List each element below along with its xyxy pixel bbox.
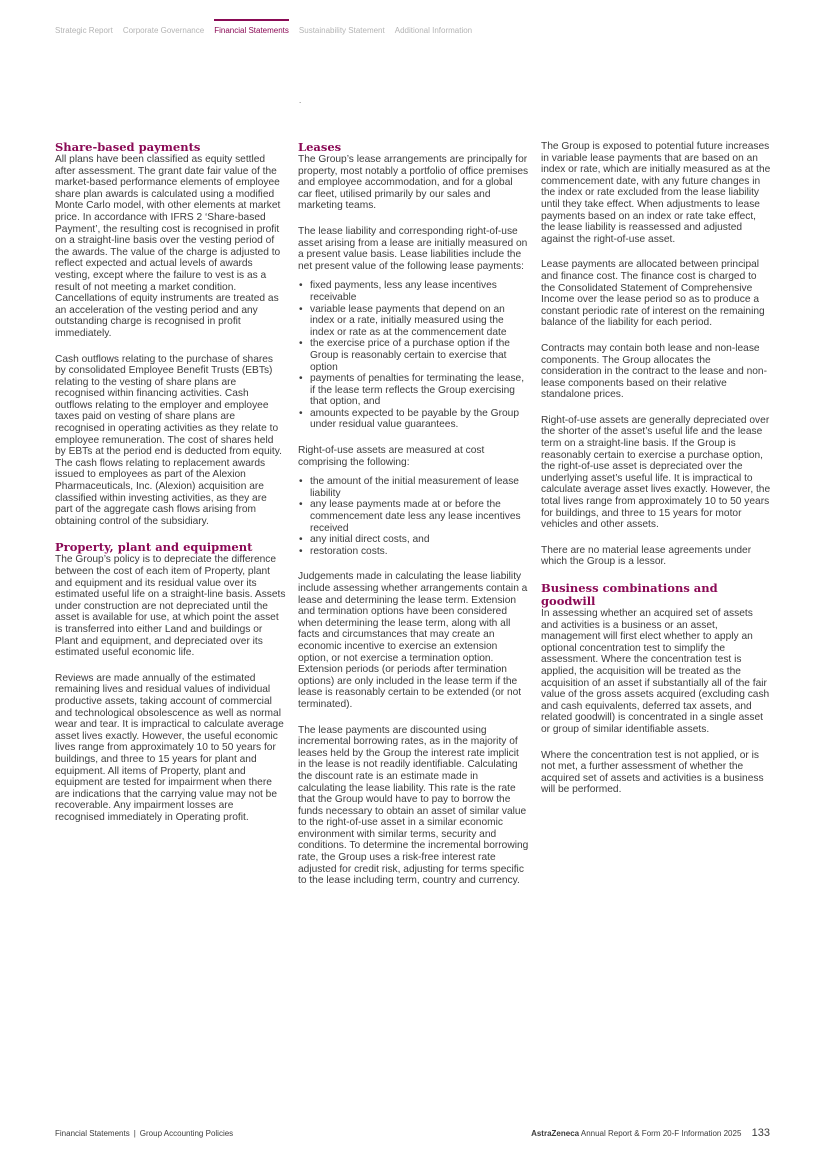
tab-additional-information[interactable]: Additional Information [394,26,473,35]
paragraph: In assessing whether an acquired set of assets and activities is a business or an asset, management will first elect whether to apply an optional concentration test to simplify the assessment. Where the concentration test is applied, the acquisition will be treated as the acquisition of an asset if substantially all of the fair value of the gross assets acquired (excluding cash and cash equivalents, deferred tax assets, and related goodwill) is concentrated in a single asset or group of similar identifiable assets. [541,608,770,735]
list-item: • the exercise price of a purchase option if the Group is reasonably certain to exercise that option [298,338,529,373]
tab-strategic-report[interactable]: Strategic Report [55,26,113,35]
paragraph: Where the concentration test is not applied, or is not met, a further assessment of whether the acquired set of assets and activities is a business will be performed. [541,749,764,796]
heading-business-combinations: Business combinations and goodwill [541,581,718,608]
paragraph: There are no material lease agreements under which the Group is a lessor. [541,544,752,568]
tab-financial-statements[interactable]: Financial Statements [214,26,289,35]
column-middle [298,141,529,901]
list-item: • amounts expected to be payable by the Group under residual value guarantees. [298,408,529,431]
list-item: • restoration costs. [298,546,529,558]
heading-leases: Leases [298,140,342,154]
paragraph: The lease liability and corresponding right-of-use asset arising from a lease are initially measured on a present value basis. Lease liabilities include the net present value of the following lease payments: [298,225,528,272]
paragraph: Lease payments are allocated between principal and finance cost. The finance cost is charged to the Consolidated Statement of Comprehensive Income over the lease period so as to produce a constant periodic rate of interest on the remaining balance of the liability for each period. [541,259,765,329]
right-of-use-list [298,476,529,557]
paragraph: Contracts may contain both lease and non-lease components. The Group allocates the consideration in the contract to the lease and non-lease components based on their relative standalone prices. [541,342,767,401]
list-item: • any lease payments made at or before the commencement date less any lease incentives received [298,499,529,534]
paragraph: The lease payments are discounted using incremental borrowing rates, as in the majority of leases held by the Group the interest rate implicit in the lease is not readily identifiable. Calculating the discount rate is an estimate made in calculating the lease liability. This rate is the rate that the Group would have to pay to borrow the funds necessary to obtain an asset of similar value to the right-of-use asset in a similar economic environment with similar terms, security and conditions. To determine the incremental borrowing rate, the Group uses a risk-free interest rate adjusted for credit risk, adjusting for terms specific to the lease including term, country and currency. [298,724,529,887]
paragraph: Right-of-use assets are measured at cost comprising the following: [298,445,485,468]
page-marker: . [299,96,302,105]
paragraph: The Group’s policy is to depreciate the difference between the cost of each item of Property, plant and equipment and its residual value over its estimated useful life on a straight-line basis. Assets under construction are not depreciated until the asset is available for use, at which point the asset is transferred into either Land and buildings or Plant and equipment, and depreciated over its estimated useful economic life. [55,554,286,659]
paragraph: The Group’s lease arrangements are principally for property, most notably a portfolio of office premises and employee accommodation, and for a global car fleet, utilised primarily by our sales and marketing teams. [298,154,529,212]
list-item: • fixed payments, less any lease incentives receivable [298,280,529,303]
tab-sustainability-statement[interactable]: Sustainability Statement [298,26,385,35]
paragraph: The Group is exposed to potential future increases in variable lease payments that are based on an index or rate, which are initially measured as at the commencement date, with any future changes in the index or rate excluded from the lease liability until they take effect. When adjustments to lease payments based on an index or rate take effect, the lease liability is reassessed and adjusted against the right-of-use asset. [541,141,771,245]
footer-breadcrumb [55,1129,233,1138]
paragraph: Judgements made in calculating the lease liability include assessing whether arrangements contain a lease and determining the lease term. Extension and termination options have been considered when determining the lease term, along with all facts and circumstances that may create an economic incentive to exercise an extension option, or not exercise a termination option. Extension periods (or periods after termination options) are only included in the lease term if the lease is reasonably certain to be extended (or not terminated). [298,571,528,710]
heading-share-based-payments: Share-based payments [55,140,201,154]
footer-separator: | [133,1129,136,1138]
column-left [55,141,286,837]
list-item: • payments of penalties for terminating the lease, if the lease term reflects the Group exercising that option, and [298,373,529,408]
paragraph: Cash outflows relating to the purchase of shares by consolidated Employee Benefit Trusts (EBTs) relating to the vesting of share plans are recognised within financing activities. Cash outflows relating to the employer and employee taxes paid on vesting of share plans are recognised in operating activities as they relate to employee remuneration. The cost of shares held by EBTs at the period end is deducted from equity. The cash flows relating to replacement awards issued to employees as part of the Alexion Pharmaceuticals, Inc. (Alexion) acquisition are classified within investing activities, as they are part of the aggregate cash flows arising from obtaining control of the subsidiary. [55,353,282,527]
lease-payments-list [298,280,529,431]
footer-section[interactable]: Financial Statements [55,1129,130,1138]
list-item: • any initial direct costs, and [298,534,529,546]
column-right [541,141,772,810]
footer-report-info [531,1127,770,1139]
heading-property-plant-equipment: Property, plant and equipment [55,540,253,555]
paragraph: Reviews are made annually of the estimated remaining lives and residual values of individual productive assets, taking account of commercial and technological obsolescence as well as normal wear and tear. It is impractical to calculate average asset lives exactly. However, the useful economic lives range from approximately 10 to 50 years for buildings, and three to 15 years for plant and equipment. All items of Property, plant and equipment are tested for impairment when there are indications that the carrying value may not be recoverable. Any impairment losses are recognised immediately in Operating profit. [55,672,284,823]
list-item: • the amount of the initial measurement of lease liability [298,476,529,499]
footer-report-title: Annual Report & Form 20-F Information 2025 [580,1129,742,1138]
paragraph: Right-of-use assets are generally depreciated over the shorter of the asset’s useful life and the lease term on a straight-line basis. If the Group is reasonably certain to exercise a purchase option, the right-of-use asset is depreciated over the underlying asset’s useful life. It is impractical to calculate average asset lives exactly. However, the total lives range from approximately 10 to 50 years for buildings, and three to 15 years for motor vehicles and other assets. [541,414,771,531]
footer-subsection[interactable]: Group Accounting Policies [139,1129,234,1138]
section-nav [55,26,472,35]
tab-corporate-governance[interactable]: Corporate Governance [122,26,205,35]
footer-brand: AstraZeneca [531,1129,580,1138]
paragraph: All plans have been classified as equity settled after assessment. The grant date fair value of the market-based performance elements of employee share plan awards is calculated using a modified Monte Carlo model, with other elements at market price. In accordance with IFRS 2 ‘Share-based Payment’, the resulting cost is recognised in profit on a straight-line basis over the vesting period of the awards. The value of the charge is adjusted to reflect expected and actual levels of awards vesting, except where the failure to vest is as a result of not meeting a market condition. Cancellations of equity instruments are treated as an acceleration of the vesting period and any outstanding charge is recognised in profit immediately. [55,154,281,339]
list-item: • variable lease payments that depend on an index or a rate, initially measured using the index or rate as at the commencement date [298,304,529,339]
page-number: 133 [751,1127,770,1139]
